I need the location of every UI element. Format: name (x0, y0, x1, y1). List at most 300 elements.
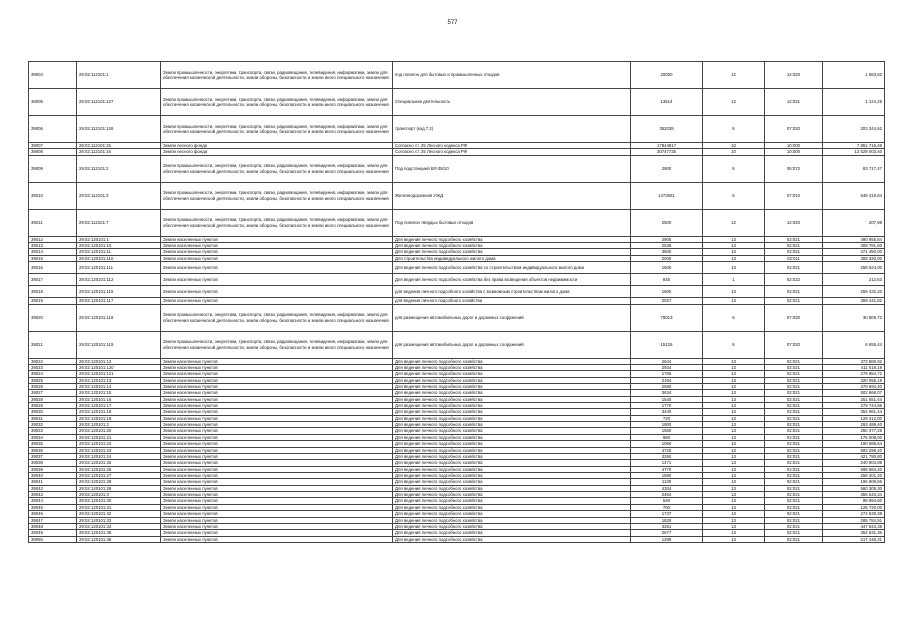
permitted-use-cell: Для ведения личного подсобного хозяйства (393, 441, 631, 447)
cadastral-number-cell: 29:02:120101:36 (77, 536, 161, 542)
permitted-use-cell: Для ведения личного подсобного хозяйства (393, 466, 631, 472)
land-category-cell: Земли населенных пунктов (161, 298, 393, 304)
land-category-cell: Земли промышленности, энергетики, транспорта, связи, радиовещания, телевидения, информатики, земли для обеспечения космической деятельности, земли обороны, безопасности и земли иного специального назначения (161, 62, 393, 89)
area-cell: 1471 (631, 460, 703, 466)
permitted-use-cell: Для ведения личного подсобного хозяйства (393, 492, 631, 498)
permitted-use-cell: Для ведения личного подсобного хозяйства (393, 447, 631, 453)
cadastral-number-cell: 29:02:120101:121 (77, 371, 161, 377)
land-category-cell: Земли населенных пунктов (161, 383, 393, 389)
permitted-use-cell: Для ведения личного подсобного хозяйства (393, 371, 631, 377)
permitted-use-cell: Для ведения личного подсобного хозяйства (393, 236, 631, 242)
use-code-cell: 07:020 (765, 331, 823, 358)
group-code-cell: 13 (703, 485, 765, 491)
group-code-cell: 13 (703, 434, 765, 440)
area-cell: 1130 (631, 479, 703, 485)
table-row (29, 304, 885, 331)
group-code-cell: 10 (703, 149, 765, 155)
use-code-cell: 02:021 (765, 396, 823, 402)
table-row (29, 116, 885, 143)
row-number-cell: 39047 (29, 517, 77, 523)
use-code-cell: 10:000 (765, 149, 823, 155)
group-code-cell: 13 (703, 243, 765, 249)
cadastral-number-cell: 29:02:120101:12 (77, 358, 161, 364)
cadastral-value-cell: 593 298,40 (823, 447, 885, 453)
cadastral-number-cell: 29:02:120101:14 (77, 383, 161, 389)
use-code-cell: 02:021 (765, 498, 823, 504)
cadastral-number-cell: 29:02:120101:30 (77, 498, 161, 504)
cadastral-number-cell: 29:02:120101:13 (77, 377, 161, 383)
row-number-cell: 39029 (29, 403, 77, 409)
row-number-cell: 39005 (29, 89, 77, 116)
permitted-use-cell: Для ведения личного подсобного хозяйства (393, 358, 631, 364)
cadastral-value-cell: 30 805,72 (823, 304, 885, 331)
use-code-cell: 02:021 (765, 428, 823, 434)
permitted-use-cell: Для ведения личного подсобного хозяйства (393, 504, 631, 510)
group-code-cell: 6 (703, 182, 765, 209)
cadastral-number-cell: 29:02:120101:21 (77, 434, 161, 440)
cadastral-value-cell: 190 588,64 (823, 441, 885, 447)
use-code-cell: 02:021 (765, 422, 823, 428)
group-code-cell: 13 (703, 441, 765, 447)
cadastral-value-cell: 13 529 003,40 (823, 149, 885, 155)
table-body (29, 62, 885, 543)
row-number-cell: 39043 (29, 492, 77, 498)
land-category-cell: Земли населенных пунктов (161, 517, 393, 523)
group-code-cell: 13 (703, 396, 765, 402)
land-category-cell: Земли населенных пунктов (161, 403, 393, 409)
land-category-cell: Земли населенных пунктов (161, 243, 393, 249)
row-number-cell: 39033 (29, 428, 77, 434)
row-number-cell: 39050 (29, 536, 77, 542)
area-cell: 79013 (631, 304, 703, 331)
use-code-cell: 02:011 (765, 255, 823, 261)
area-cell: 2644 (631, 358, 703, 364)
row-number-cell: 39018 (29, 286, 77, 298)
group-code-cell: 10 (703, 143, 765, 149)
area-cell: 2677 (631, 530, 703, 536)
cadastral-number-cell: 29:02:120101:2 (77, 422, 161, 428)
row-number-cell: 39038 (29, 460, 77, 466)
row-number-cell: 39017 (29, 274, 77, 286)
cadastral-number-cell: 29:02:112101:2 (77, 155, 161, 182)
land-category-cell: Земли населенных пунктов (161, 409, 393, 415)
land-category-cell: Земли населенных пунктов (161, 479, 393, 485)
row-number-cell: 39006 (29, 116, 77, 143)
group-code-cell: 13 (703, 428, 765, 434)
permitted-use-cell: транспорт (код 7.2) (393, 116, 631, 143)
group-code-cell: 13 (703, 536, 765, 542)
row-number-cell: 39039 (29, 466, 77, 472)
land-category-cell: Земли населенных пунктов (161, 492, 393, 498)
use-code-cell: 02:021 (765, 243, 823, 249)
row-number-cell: 39028 (29, 396, 77, 402)
area-cell: 2900 (631, 155, 703, 182)
group-code-cell: 13 (703, 415, 765, 421)
area-cell: 3440 (631, 409, 703, 415)
cadastral-number-cell: 29:02:112101:127 (77, 89, 161, 116)
permitted-use-cell: Для ведения личного подсобного хозяйства (393, 403, 631, 409)
use-code-cell: 02:021 (765, 249, 823, 255)
cadastral-value-cell: 421 780,80 (823, 453, 885, 459)
cadastral-value-cell: 648 419,84 (823, 182, 885, 209)
cadastral-number-cell: 29:02:120101:31 (77, 504, 161, 510)
cadastral-number-cell: 29:02:120101:28 (77, 479, 161, 485)
group-code-cell: 13 (703, 249, 765, 255)
cadastral-number-cell: 29:02:112101:16 (77, 149, 161, 155)
use-code-cell: 02:021 (765, 262, 823, 274)
row-number-cell: 39011 (29, 209, 77, 236)
cadastral-value-cell: 354 961,44 (823, 409, 885, 415)
land-category-cell: Земли лесного фонда (161, 149, 393, 155)
area-cell: 3281 (631, 523, 703, 529)
area-cell: 2464 (631, 492, 703, 498)
cadastral-number-cell: 29:02:120101:15 (77, 390, 161, 396)
area-cell: 4770 (631, 466, 703, 472)
cadastral-value-cell: 258 201,20 (823, 472, 885, 478)
permitted-use-cell: для ведения личного подсобного хозяйства (393, 298, 631, 304)
row-number-cell: 39022 (29, 358, 77, 364)
permitted-use-cell: Согласно ст. 25 Лесного кодекса РФ (393, 143, 631, 149)
group-code-cell: 13 (703, 371, 765, 377)
permitted-use-cell: Для ведения личного подсобного хозяйства (393, 472, 631, 478)
cadastral-number-cell: 29:02:120101:111 (77, 262, 161, 274)
area-cell: 352039 (631, 116, 703, 143)
land-category-cell: Земли населенных пунктов (161, 255, 393, 261)
row-number-cell: 39035 (29, 441, 77, 447)
area-cell: 845 (631, 274, 703, 286)
land-category-cell: Земли населенных пунктов (161, 364, 393, 370)
land-category-cell: Земли населенных пунктов (161, 428, 393, 434)
use-code-cell: 02:021 (765, 286, 823, 298)
land-category-cell: Земли промышленности, энергетики, транспорта, связи, радиовещания, телевидения, информатики, земли для обеспечения космической деятельности, земли обороны, безопасности и земли иного специального назначения (161, 116, 393, 143)
cadastral-number-cell: 29:02:120101:33 (77, 517, 161, 523)
use-code-cell: 02:021 (765, 298, 823, 304)
table-row (29, 274, 885, 286)
use-code-cell: 02:021 (765, 409, 823, 415)
use-code-cell: 02:021 (765, 466, 823, 472)
area-cell: 2194 (631, 377, 703, 383)
area-cell: 1580 (631, 472, 703, 478)
land-category-cell: Земли населенных пунктов (161, 485, 393, 491)
permitted-use-cell: Для ведения личного подсобного хозяйства (393, 498, 631, 504)
use-code-cell: 07:010 (765, 182, 823, 209)
use-code-cell: 02:021 (765, 434, 823, 440)
cadastral-value-cell: 274 529,38 (823, 511, 885, 517)
use-code-cell: 02:021 (765, 472, 823, 478)
cadastral-value-cell: 129 312,00 (823, 415, 885, 421)
permitted-use-cell: Для ведения личного подсобного хозяйства (393, 396, 631, 402)
land-category-cell: Земли населенных пунктов (161, 466, 393, 472)
cadastral-number-cell: 29:02:120101:120 (77, 364, 161, 370)
permitted-use-cell: Для ведения личного подсобного хозяйства (393, 428, 631, 434)
cadastral-value-cell: 203 344,62 (823, 116, 885, 143)
land-category-cell: Земли населенных пунктов (161, 422, 393, 428)
row-number-cell: 39010 (29, 182, 77, 209)
permitted-use-cell: Для ведения личного подсобного хозяйства (393, 479, 631, 485)
use-code-cell: 02:021 (765, 479, 823, 485)
use-code-cell: 02:021 (765, 511, 823, 517)
cadastral-value-cell: 490 955,84 (823, 236, 885, 242)
group-code-cell: 13 (703, 262, 765, 274)
land-category-cell: Земли промышленности, энергетики, транспорта, связи, радиовещания, телевидения, информатики, земли для обеспечения космической деятельности, земли обороны, безопасности и земли иного специального назначения (161, 331, 393, 358)
row-number-cell: 39031 (29, 415, 77, 421)
use-code-cell: 02:021 (765, 415, 823, 421)
cadastral-number-cell: 29:02:112101:3 (77, 182, 161, 209)
group-code-cell: 13 (703, 511, 765, 517)
cadastral-value-cell: 176 008,00 (823, 434, 885, 440)
cadastral-value-cell: 471 450,00 (823, 249, 885, 255)
cadastral-number-cell: 29:02:112101:7 (77, 209, 161, 236)
table-row (29, 62, 885, 89)
group-code-cell: 13 (703, 460, 765, 466)
group-code-cell: 13 (703, 447, 765, 453)
row-number-cell: 39020 (29, 304, 77, 331)
land-category-cell: Земли лесного фонда (161, 143, 393, 149)
area-cell: 720 (631, 415, 703, 421)
cadastral-number-cell: 29:02:112101:126 (77, 116, 161, 143)
table-row (29, 262, 885, 274)
row-number-cell: 39023 (29, 364, 77, 370)
cadastral-number-cell: 29:02:120101:32 (77, 511, 161, 517)
group-code-cell: 12 (703, 89, 765, 116)
area-cell: 1560 (631, 428, 703, 434)
cadastral-number-cell: 29:02:120101:18 (77, 409, 161, 415)
area-cell: 2500 (631, 209, 703, 236)
permitted-use-cell: Для ведения личного подсобного хозяйства (393, 434, 631, 440)
cadastral-value-cell: 308 781,60 (823, 243, 885, 249)
land-category-cell: Земли населенных пунктов (161, 472, 393, 478)
use-code-cell: 02:021 (765, 453, 823, 459)
use-code-cell: 02:021 (765, 364, 823, 370)
area-cell: 700 (631, 504, 703, 510)
area-cell: 1900 (631, 422, 703, 428)
table-row (29, 286, 885, 298)
table-row (29, 155, 885, 182)
area-cell: 15126 (631, 331, 703, 358)
cadastral-value-cell: 502 668,07 (823, 390, 885, 396)
use-code-cell: 02:021 (765, 383, 823, 389)
use-code-cell: 12:021 (765, 89, 823, 116)
use-code-cell: 07:020 (765, 116, 823, 143)
row-number-cell: 39014 (29, 249, 77, 255)
area-cell: 17844817 (631, 143, 703, 149)
cadastral-value-cell: 370 694,40 (823, 383, 885, 389)
cadastral-value-cell: 7 851 719,48 (823, 143, 885, 149)
group-code-cell: 6 (703, 155, 765, 182)
land-category-cell: Земли промышленности, энергетики, транспорта, связи, радиовещания, телевидения, информатики, земли для обеспечения космической деятельности, земли обороны, безопасности и земли иного специального назначения (161, 155, 393, 182)
use-code-cell: 02:021 (765, 460, 823, 466)
cadastral-value-cell: 207,98 (823, 209, 885, 236)
land-category-cell: Земли населенных пунктов (161, 236, 393, 242)
permitted-use-cell: Для ведения личного подсобного хозяйства (393, 453, 631, 459)
land-category-cell: Земли населенных пунктов (161, 523, 393, 529)
row-number-cell: 39007 (29, 143, 77, 149)
land-category-cell: Земли населенных пунктов (161, 358, 393, 364)
group-code-cell: 13 (703, 453, 765, 459)
area-cell: 2580 (631, 383, 703, 389)
cadastral-number-cell: 29:02:120101:1 (77, 236, 161, 242)
permitted-use-cell: Для ведения личного подсобного хозяйства со строительством индивидуального жилого дома (393, 262, 631, 274)
area-cell: 2535 (631, 243, 703, 249)
use-code-cell: 02:021 (765, 441, 823, 447)
row-number-cell: 39016 (29, 262, 77, 274)
row-number-cell: 39036 (29, 447, 77, 453)
area-cell: 1540 (631, 396, 703, 402)
cadastral-value-cell: 293 489,40 (823, 422, 885, 428)
area-cell: 3634 (631, 390, 703, 396)
permitted-use-cell: Для ведения личного подсобного хозяйства (393, 243, 631, 249)
cadastral-value-table (28, 61, 885, 543)
land-category-cell: Земли промышленности, энергетики, транспорта, связи, радиовещания, телевидения, информатики, земли для обеспечения космической деятельности, земли обороны, безопасности и земли иного специального назначения (161, 89, 393, 116)
use-code-cell: 02:021 (765, 358, 823, 364)
group-code-cell: 6 (703, 304, 765, 331)
cadastral-value-cell: 6 655,44 (823, 331, 885, 358)
permitted-use-cell: Согласно ст. 25 Лесного кодекса РФ (393, 149, 631, 155)
group-code-cell: 13 (703, 298, 765, 304)
cadastral-number-cell: 29:02:120101:17 (77, 403, 161, 409)
use-code-cell: 06:072 (765, 155, 823, 182)
use-code-cell: 02:021 (765, 390, 823, 396)
land-category-cell: Земли населенных пунктов (161, 504, 393, 510)
use-code-cell: 02:021 (765, 523, 823, 529)
cadastral-value-cell: 217 446,31 (823, 536, 885, 542)
area-cell: 3260 (631, 453, 703, 459)
row-number-cell: 39008 (29, 149, 77, 155)
cadastral-number-cell: 29:02:120101:110 (77, 255, 161, 261)
permitted-use-cell: под полигон для бытовых и промышленных отходов (393, 62, 631, 89)
land-category-cell: Земли населенных пунктов (161, 371, 393, 377)
cadastral-number-cell: 29:02:120101:119 (77, 331, 161, 358)
land-category-cell: Земли промышленности, энергетики, транспорта, связи, радиовещания, телевидения, информатики, земли для обеспечения космической деятельности, земли обороны, безопасности и земли иного специального назначения (161, 182, 393, 209)
cadastral-value-cell: 355 543,34 (823, 492, 885, 498)
cadastral-number-cell: 29:02:120101:11 (77, 249, 161, 255)
row-number-cell: 39009 (29, 155, 77, 182)
area-cell: 1060 (631, 441, 703, 447)
land-category-cell: Земли населенных пунктов (161, 441, 393, 447)
permitted-use-cell: Для ведения личного подсобного хозяйства (393, 415, 631, 421)
cadastral-number-cell: 29:02:120101:35 (77, 530, 161, 536)
row-number-cell: 39004 (29, 62, 77, 89)
cadastral-value-cell: 258 624,00 (823, 262, 885, 274)
use-code-cell: 02:021 (765, 377, 823, 383)
permitted-use-cell: Для строительства индивидуального жилого дома (393, 255, 631, 261)
group-code-cell: 13 (703, 403, 765, 409)
land-category-cell: Земли населенных пунктов (161, 415, 393, 421)
group-code-cell: 13 (703, 523, 765, 529)
use-code-cell: 07:020 (765, 304, 823, 331)
cadastral-value-cell: 279 744,86 (823, 403, 885, 409)
use-code-cell: 02:022 (765, 274, 823, 286)
use-code-cell: 02:021 (765, 536, 823, 542)
land-category-cell: Земли промышленности, энергетики, транспорта, связи, радиовещания, телевидения, информатики, земли для обеспечения космической деятельности, земли обороны, безопасности и земли иного специального назначения (161, 304, 393, 331)
table-row (29, 89, 885, 116)
area-cell: 20000 (631, 62, 703, 89)
cadastral-value-cell: 240 904,89 (823, 460, 885, 466)
table-row (29, 331, 885, 358)
land-category-cell: Земли населенных пунктов (161, 396, 393, 402)
row-number-cell: 39045 (29, 504, 77, 510)
cadastral-value-cell: 251 651,44 (823, 396, 885, 402)
area-cell: 2905 (631, 236, 703, 242)
group-code-cell: 13 (703, 492, 765, 498)
row-number-cell: 39019 (29, 298, 77, 304)
land-category-cell: Земли населенных пунктов (161, 453, 393, 459)
area-cell: 1765 (631, 371, 703, 377)
permitted-use-cell: Для ведения личного подсобного хозяйства (393, 364, 631, 370)
land-category-cell: Земли населенных пунктов (161, 511, 393, 517)
permitted-use-cell: Под подстанцией ВЛ-35/10 (393, 155, 631, 182)
cadastral-number-cell: 29:02:120101:112 (77, 274, 161, 286)
group-code-cell: 13 (703, 422, 765, 428)
cadastral-value-cell: 278 954,72 (823, 371, 885, 377)
area-cell: 1288 (631, 536, 703, 542)
group-code-cell: 13 (703, 377, 765, 383)
cadastral-value-cell: 250 377,28 (823, 428, 885, 434)
cadastral-number-cell: 29:02:120101:27 (77, 472, 161, 478)
permitted-use-cell: Для ведения личного подсобного хозяйства (393, 390, 631, 396)
area-cell: 3500 (631, 249, 703, 255)
permitted-use-cell: Для ведения личного подсобного хозяйства (393, 409, 631, 415)
area-cell: 2027 (631, 298, 703, 304)
group-code-cell: 13 (703, 409, 765, 415)
group-code-cell: 13 (703, 236, 765, 242)
cadastral-number-cell: 29:02:112101:1 (77, 62, 161, 89)
cadastral-value-cell: 320 055,19 (823, 377, 885, 383)
land-category-cell: Земли промышленности, энергетики, транспорта, связи, радиовещания, телевидения, информатики, земли для обеспечения космической деятельности, земли обороны, безопасности и земли иного специального назначения (161, 209, 393, 236)
row-number-cell: 39026 (29, 383, 77, 389)
group-code-cell: 13 (703, 383, 765, 389)
land-category-cell: Земли населенных пунктов (161, 262, 393, 274)
cadastral-number-cell: 29:02:120101:19 (77, 415, 161, 421)
row-number-cell: 39046 (29, 511, 77, 517)
area-cell: 1605 (631, 286, 703, 298)
cadastral-value-cell: 83 717,47 (823, 155, 885, 182)
row-number-cell: 39025 (29, 377, 77, 383)
group-code-cell: 13 (703, 479, 765, 485)
cadastral-value-cell: 1 124,25 (823, 89, 885, 116)
cadastral-number-cell: 29:02:120101:3 (77, 492, 161, 498)
cadastral-value-cell: 373 869,92 (823, 358, 885, 364)
area-cell: 1600 (631, 262, 703, 274)
page-number: 577 (447, 20, 458, 26)
permitted-use-cell: для ведения личного подсобного хозяйства с возможным строительством жилого дома (393, 286, 631, 298)
use-code-cell: 02:021 (765, 236, 823, 242)
group-code-cell: 13 (703, 530, 765, 536)
area-cell: 2000 (631, 255, 703, 261)
land-category-cell: Земли населенных пунктов (161, 447, 393, 453)
land-category-cell: Земли населенных пунктов (161, 498, 393, 504)
group-code-cell: 12 (703, 209, 765, 236)
area-cell: 2934 (631, 364, 703, 370)
permitted-use-cell: Для ведения личного подсобного хозяйства (393, 422, 631, 428)
permitted-use-cell: Под полигон твердых бытовых отходов (393, 209, 631, 236)
cadastral-value-cell: 196 809,56 (823, 479, 885, 485)
table-row (29, 182, 885, 209)
cadastral-number-cell: 29:02:120101:25 (77, 460, 161, 466)
use-code-cell: 12:020 (765, 209, 823, 236)
permitted-use-cell: Для ведения личного подсобного хозяйства (393, 517, 631, 523)
cadastral-value-cell: 285 784,91 (823, 517, 885, 523)
cadastral-value-cell: 98 994,60 (823, 498, 885, 504)
permitted-use-cell: Для ведения личного подсобного хозяйства (393, 523, 631, 529)
land-category-cell: Земли населенных пунктов (161, 434, 393, 440)
land-category-cell: Земли населенных пунктов (161, 390, 393, 396)
area-cell: 4304 (631, 485, 703, 491)
group-code-cell: 13 (703, 504, 765, 510)
cadastral-number-cell: 29:02:112101:15 (77, 143, 161, 149)
row-number-cell: 39042 (29, 485, 77, 491)
land-category-cell: Земли населенных пунктов (161, 274, 393, 286)
